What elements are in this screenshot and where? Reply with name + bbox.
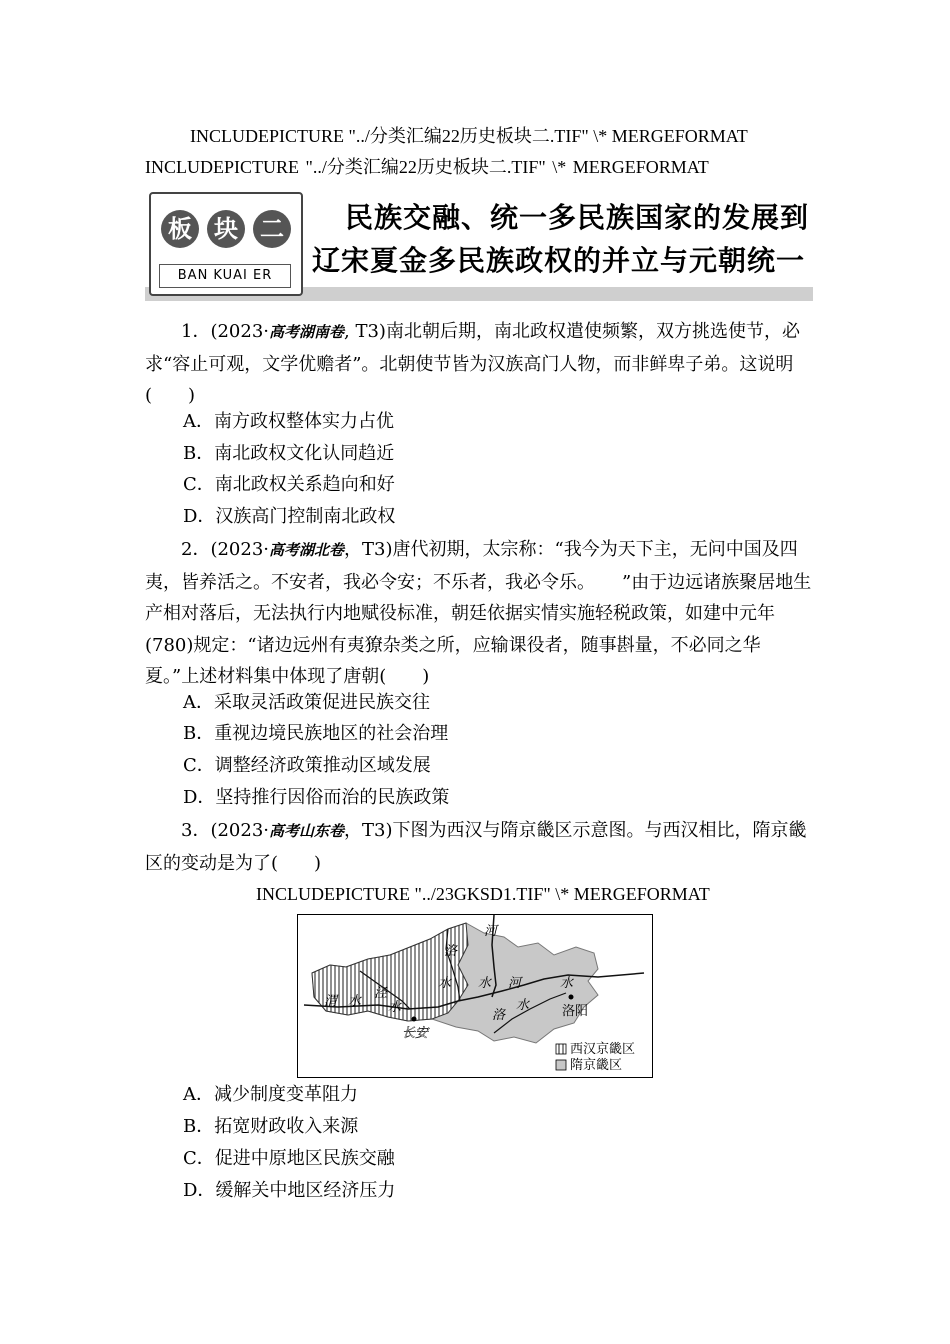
include-field-line-1: INCLUDEPICTURE "../分类汇编22历史板块二.TIF" \* MERGEFORMAT xyxy=(190,126,748,146)
question-2-option-a: A．采取灵活政策促进民族交往 xyxy=(183,692,430,713)
question-1-option-a: A．南方政权整体实力占优 xyxy=(183,411,394,432)
label-jing-shui: 水 xyxy=(388,1000,402,1015)
section-banner xyxy=(145,190,813,312)
question-3-option-b: B．拓宽财政收入来源 xyxy=(183,1116,359,1137)
question-1-option-d: D．汉族高门控制南北政权 xyxy=(183,506,396,527)
question-3-stem: 3．(2023·高考山东卷，T3)下图为西汉与隋京畿区示意图。与西汉相比，隋京畿区的变动是为了( ) xyxy=(145,820,807,874)
label-jing: 泾 xyxy=(374,986,388,1001)
banner-title-line-1: 民族交融、统一多民族国家的发展到 xyxy=(345,201,810,234)
badge-char-2: 块 xyxy=(207,210,245,248)
banner-title-line-2: 辽宋夏金多民族政权的并立与元朝统一 xyxy=(312,244,806,277)
badge-pinyin: BAN KUAI ER xyxy=(159,264,291,288)
include-field-line-2: INCLUDEPICTURE "../分类汇编22历史板块二.TIF" \* MERGEFORMAT xyxy=(145,157,709,177)
label-luo-top: 洛 xyxy=(444,944,458,959)
question-2-source: 高考湖北卷 xyxy=(269,541,345,559)
question-3-option-c: C．促进中原地区民族交融 xyxy=(183,1148,395,1169)
question-2-stem: 2．(2023·高考湖北卷，T3)唐代初期，太宗称：“我今为天下主，无问中国及四夷，皆养活之。不安者，我必令安；不乐者，我必令乐。 ”由于边远诸族聚居地生产相对落后，无法执行内地赋役标准，朝廷依据实情实施轻税政策，如建中元年(780)规定：“诸边远州有夷獠杂类之所，应输课役者，随事斟量，不必同之华夏。”上述材料集中体现了唐朝( ) xyxy=(145,539,812,687)
label-shui-right: 水 xyxy=(560,976,574,991)
question-1-source: 高考湖南卷 xyxy=(269,323,345,341)
badge-char-1: 板 xyxy=(161,210,199,248)
luoyang-dot xyxy=(569,995,574,1000)
question-3-source: 高考山东卷 xyxy=(269,822,345,840)
label-luo-low: 洛 xyxy=(492,1008,506,1023)
legend-swatch-sui xyxy=(556,1060,566,1070)
label-shui-mid: 水 xyxy=(478,976,492,991)
question-2-option-b: B．重视边境民族地区的社会治理 xyxy=(183,723,449,744)
label-he-mid: 河 xyxy=(508,976,522,991)
capital-region-map xyxy=(297,914,653,1078)
include-field-line-3: INCLUDEPICTURE "../23GKSD1.TIF" \* MERGEFORMAT xyxy=(256,884,710,904)
question-1-option-c: C．南北政权关系趋向和好 xyxy=(183,474,395,495)
label-wei-shui: 水 xyxy=(348,994,362,1009)
legend-swatch-western-han xyxy=(556,1044,566,1054)
label-wei: 渭 xyxy=(324,994,338,1009)
label-he-top: 河 xyxy=(484,924,498,939)
changan-dot xyxy=(412,1017,417,1022)
section-badge xyxy=(149,192,303,296)
label-luoyang: 洛阳 xyxy=(562,1004,589,1019)
label-shui-low: 水 xyxy=(516,998,530,1013)
label-changan: 长安 xyxy=(402,1026,429,1041)
question-1-option-b: B．南北政权文化认同趋近 xyxy=(183,443,395,464)
question-3-option-d: D．缓解关中地区经济压力 xyxy=(183,1180,396,1201)
legend-label-western-han: 西汉京畿区 xyxy=(570,1042,636,1057)
label-shui-top: 水 xyxy=(438,976,452,991)
question-2-option-c: C．调整经济政策推动区域发展 xyxy=(183,755,431,776)
question-3-option-a: A．减少制度变革阻力 xyxy=(183,1084,358,1105)
question-2-option-d: D．坚持推行因俗而治的民族政策 xyxy=(183,787,450,808)
question-1-stem: 1．(2023·高考湖南卷, T3)南北朝后期，南北政权遣使频繁，双方挑选使节，必求“容止可观，文学优赡者”。北朝使节皆为汉族高门人物，而非鲜卑子弟。这说明( ) xyxy=(145,321,800,406)
legend-label-sui: 隋京畿区 xyxy=(570,1058,623,1073)
badge-char-3: 二 xyxy=(253,210,291,248)
